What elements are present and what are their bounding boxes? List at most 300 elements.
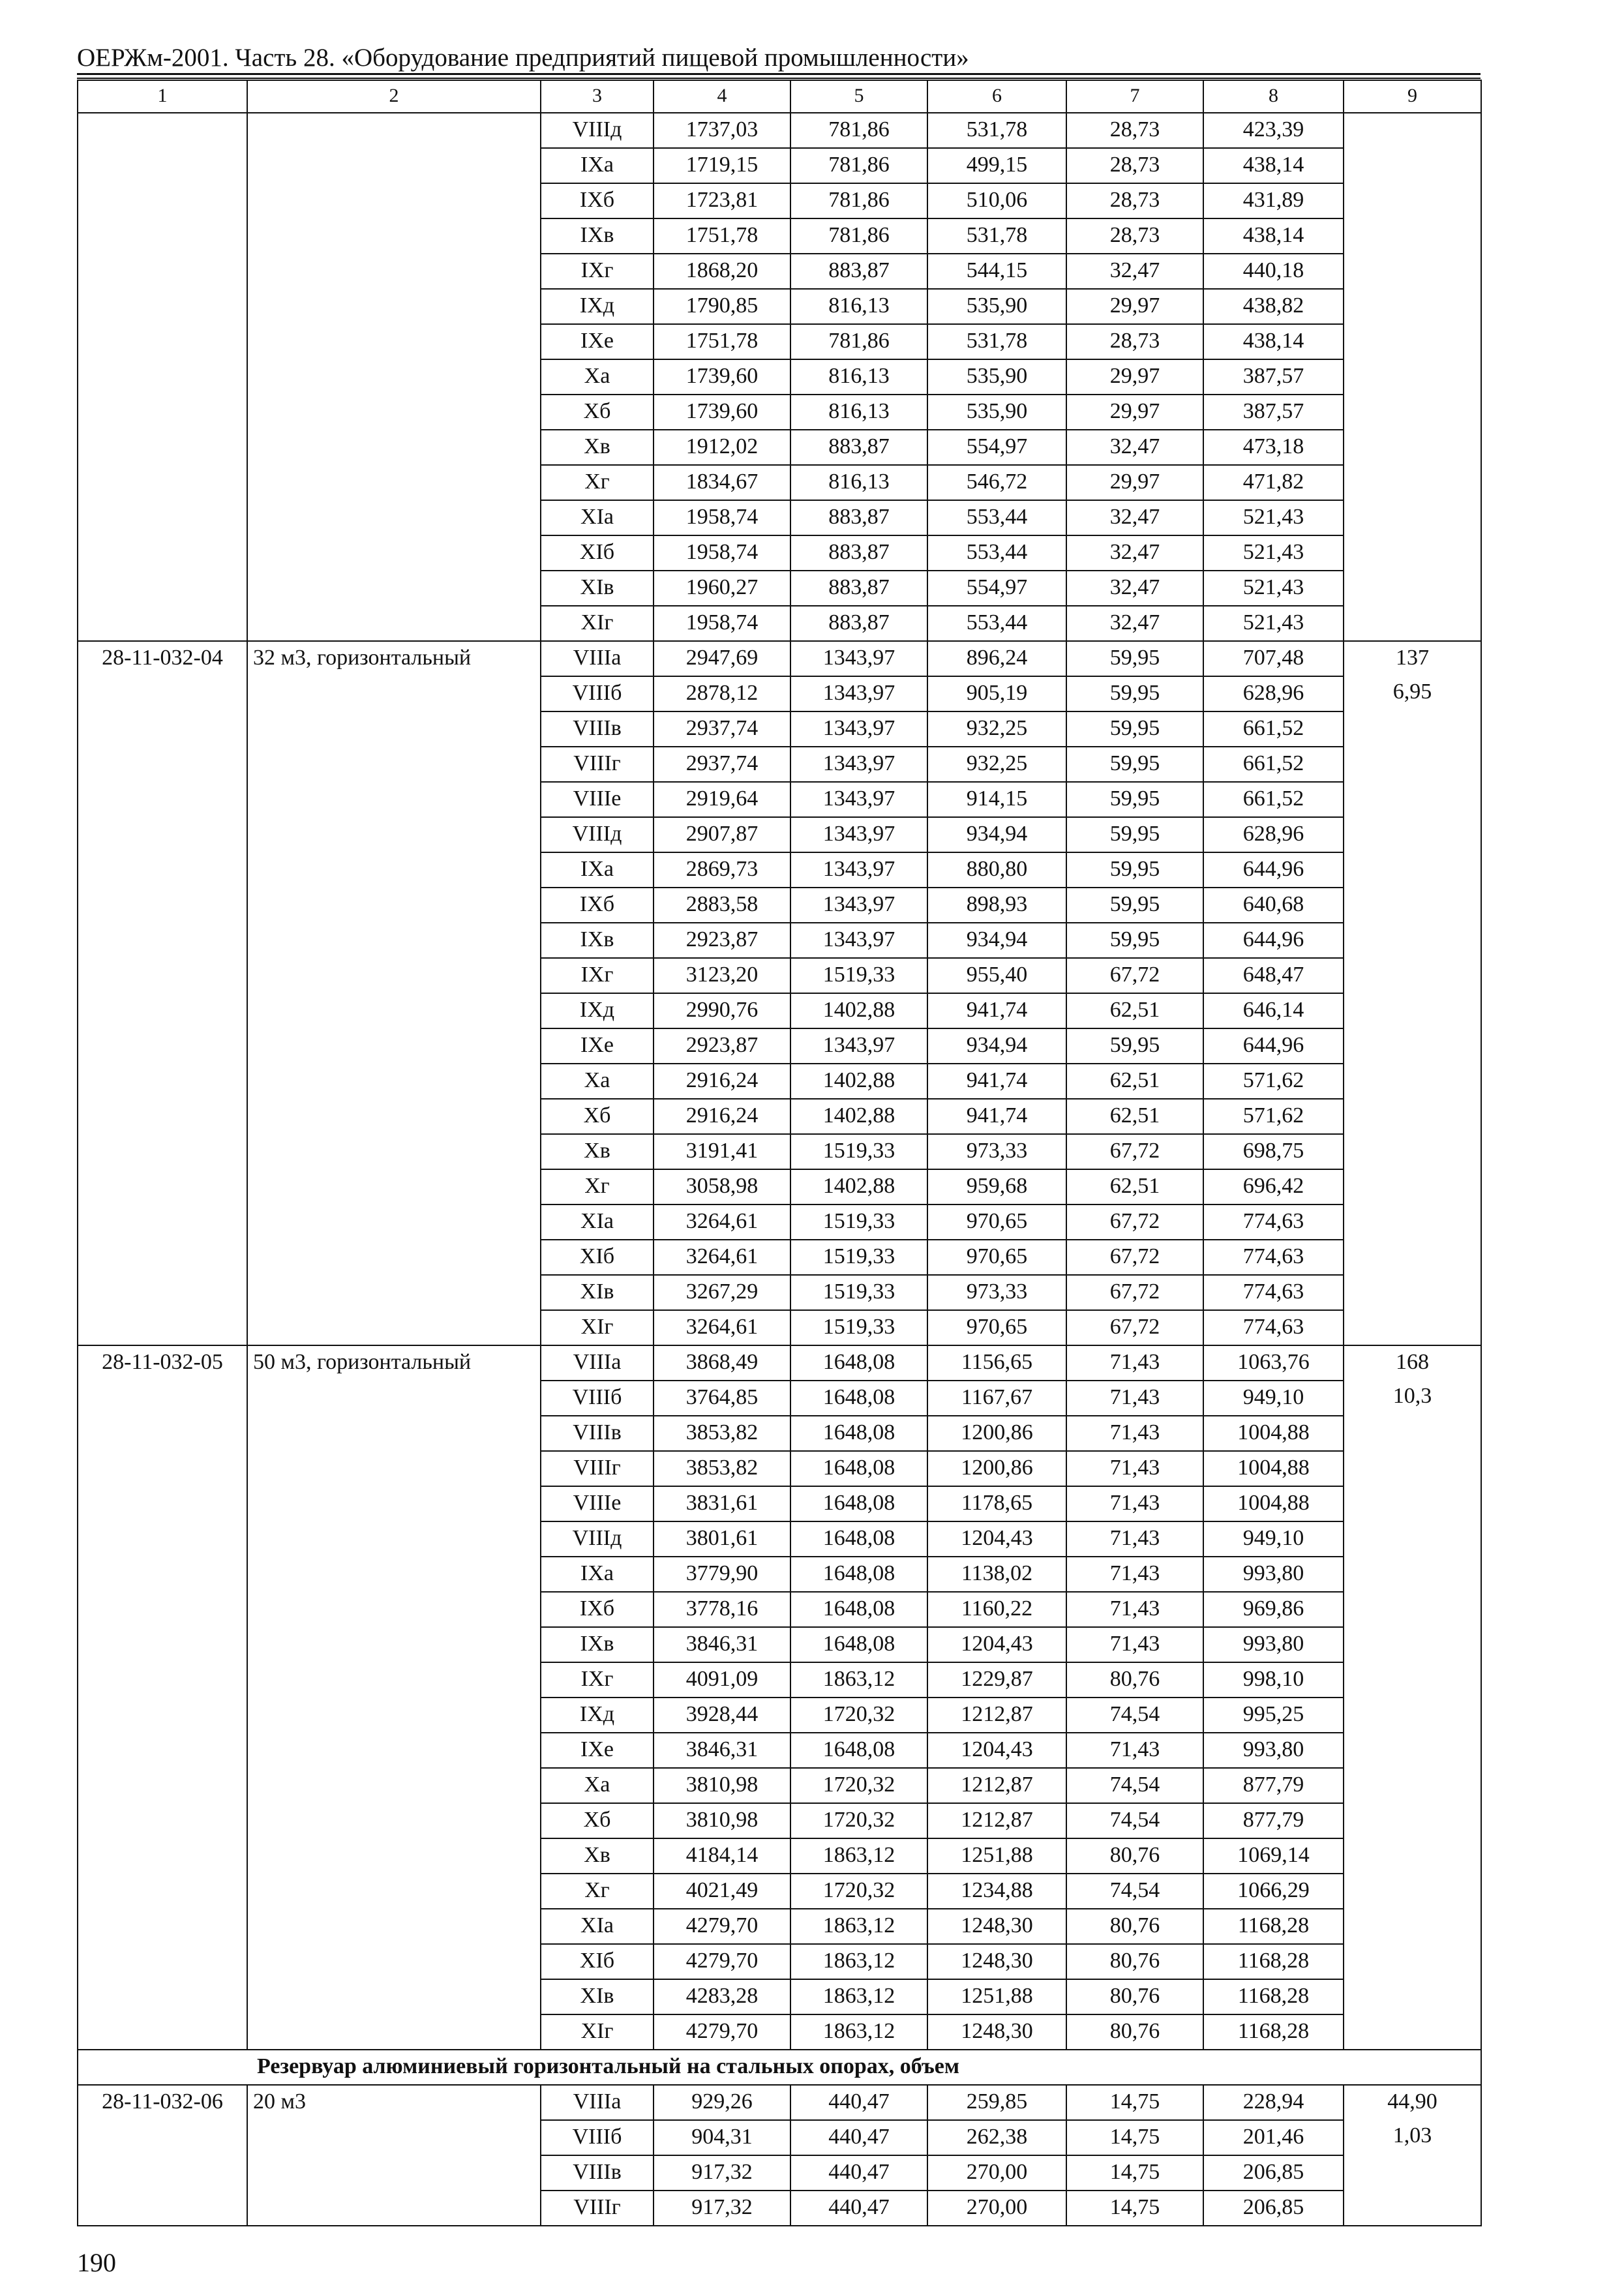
grade-cell: Xв [541,430,654,465]
labor-cost-cell: 883,87 [790,500,927,535]
machinist-wage-cell: 59,95 [1066,1028,1203,1064]
grade-cell: VIIIг [541,1451,654,1486]
column-number: 3 [541,80,654,113]
labor-cost-cell: 1519,33 [790,1310,927,1345]
total-cost-cell: 2947,69 [654,641,790,676]
machinist-wage-cell: 67,72 [1066,1240,1203,1275]
labor-cost-cell: 1720,32 [790,1803,927,1838]
machine-cost-cell: 959,68 [927,1169,1066,1204]
grade-cell: IXд [541,289,654,324]
labor-cost-cell: 1402,88 [790,993,927,1028]
machine-cost-cell: 553,44 [927,535,1066,571]
labor-cost-cell: 1648,08 [790,1486,927,1521]
equipment-name-cell: 50 м3, горизонтальный [247,1345,541,2050]
grade-cell: IXд [541,993,654,1028]
materials-cost-cell: 707,48 [1203,641,1344,676]
materials-cost-cell: 521,43 [1203,571,1344,606]
equipment-weight-cell [1344,1345,1481,2050]
grade-cell: VIIIв [541,2155,654,2191]
labor-cost-cell: 1863,12 [790,1662,927,1698]
grade-cell: IXе [541,324,654,359]
machine-cost-cell: 934,94 [927,1028,1066,1064]
grade-cell: IXе [541,1028,654,1064]
total-cost-cell: 3264,61 [654,1204,790,1240]
grade-cell: VIIIв [541,711,654,747]
machine-cost-cell: 1251,88 [927,1979,1066,2014]
materials-cost-cell: 877,79 [1203,1803,1344,1838]
machine-cost-cell: 499,15 [927,148,1066,183]
labor-cost-cell: 1519,33 [790,958,927,993]
table-row [78,641,1481,676]
materials-cost-cell: 1004,88 [1203,1416,1344,1451]
machine-cost-cell: 535,90 [927,289,1066,324]
total-cost-cell: 2990,76 [654,993,790,1028]
equipment-weight-cell [1344,2085,1481,2226]
total-cost-cell: 3853,82 [654,1416,790,1451]
machine-cost-cell: 970,65 [927,1240,1066,1275]
labor-cost-cell: 1648,08 [790,1521,927,1557]
labor-cost-cell: 1648,08 [790,1381,927,1416]
materials-cost-cell: 1004,88 [1203,1486,1344,1521]
machinist-wage-cell: 32,47 [1066,500,1203,535]
grade-cell: VIIIд [541,1521,654,1557]
machinist-wage-cell: 71,43 [1066,1557,1203,1592]
grade-cell: VIIIе [541,782,654,817]
total-cost-cell: 1751,78 [654,324,790,359]
total-cost-cell: 2919,64 [654,782,790,817]
materials-cost-cell: 696,42 [1203,1169,1344,1204]
materials-cost-cell: 438,14 [1203,148,1344,183]
total-cost-cell: 1958,74 [654,535,790,571]
machinist-wage-cell: 67,72 [1066,1134,1203,1169]
total-cost-cell: 3058,98 [654,1169,790,1204]
grade-cell: IXа [541,1557,654,1592]
materials-cost-cell: 877,79 [1203,1768,1344,1803]
machinist-wage-cell: 14,75 [1066,2085,1203,2120]
total-cost-cell: 1912,02 [654,430,790,465]
labor-cost-cell: 1863,12 [790,1979,927,2014]
materials-cost-cell: 1168,28 [1203,1909,1344,1944]
labor-cost-cell: 1863,12 [790,2014,927,2050]
labor-cost-cell: 1519,33 [790,1134,927,1169]
materials-cost-cell: 640,68 [1203,888,1344,923]
machinist-wage-cell: 59,95 [1066,711,1203,747]
column-number: 6 [927,80,1066,113]
machine-cost-cell: 1248,30 [927,1944,1066,1979]
labor-cost-cell: 1343,97 [790,711,927,747]
equipment-weight-value: 6,95 [1392,680,1432,704]
materials-cost-cell: 661,52 [1203,782,1344,817]
total-cost-cell: 3264,61 [654,1310,790,1345]
materials-cost-cell: 1066,29 [1203,1874,1344,1909]
labor-cost-cell: 883,87 [790,606,927,641]
grade-cell: VIIIд [541,817,654,852]
labor-cost-cell: 1343,97 [790,1028,927,1064]
labor-cost-cell: 1648,08 [790,1345,927,1381]
labor-cost-cell: 1648,08 [790,1733,927,1768]
total-cost-cell: 1751,78 [654,218,790,254]
materials-cost-cell: 1168,28 [1203,1979,1344,2014]
section-title-row [78,2050,1481,2085]
machinist-wage-cell: 59,95 [1066,852,1203,888]
total-cost-cell: 917,32 [654,2155,790,2191]
materials-cost-cell: 995,25 [1203,1698,1344,1733]
materials-cost-cell: 471,82 [1203,465,1344,500]
grade-cell: Xв [541,1134,654,1169]
materials-cost-cell: 1069,14 [1203,1838,1344,1874]
grade-cell: XIг [541,2014,654,2050]
total-cost-cell: 3810,98 [654,1768,790,1803]
grade-cell: IXв [541,1627,654,1662]
labor-cost-cell: 1720,32 [790,1698,927,1733]
labor-cost-cell: 883,87 [790,430,927,465]
machine-cost-cell: 1204,43 [927,1521,1066,1557]
grade-cell: XIб [541,1944,654,1979]
grade-cell: XIа [541,1909,654,1944]
labor-cost-cell: 781,86 [790,218,927,254]
machine-cost-cell: 1234,88 [927,1874,1066,1909]
machinist-wage-cell: 29,97 [1066,359,1203,395]
total-cost-cell: 3191,41 [654,1134,790,1169]
machinist-wage-cell: 80,76 [1066,1944,1203,1979]
materials-cost-cell: 438,14 [1203,324,1344,359]
grade-cell: IXг [541,254,654,289]
materials-cost-cell: 387,57 [1203,395,1344,430]
labor-cost-cell: 1343,97 [790,747,927,782]
materials-cost-cell: 473,18 [1203,430,1344,465]
materials-cost-cell: 969,86 [1203,1592,1344,1627]
labor-cost-cell: 1720,32 [790,1874,927,1909]
machine-cost-cell: 932,25 [927,711,1066,747]
machinist-wage-cell: 80,76 [1066,1838,1203,1874]
rates-table-body [78,80,1481,2226]
labor-cost-cell: 1343,97 [790,782,927,817]
labor-cost-cell: 1648,08 [790,1451,927,1486]
total-cost-cell: 1790,85 [654,289,790,324]
materials-cost-cell: 698,75 [1203,1134,1344,1169]
machine-cost-cell: 270,00 [927,2155,1066,2191]
grade-cell: VIIIд [541,113,654,148]
machine-cost-cell: 1167,67 [927,1381,1066,1416]
machine-cost-cell: 1248,30 [927,1909,1066,1944]
equipment-name-cell: 20 м3 [247,2085,541,2226]
materials-cost-cell: 1168,28 [1203,2014,1344,2050]
rate-code-cell: 28-11-032-04 [78,641,247,1345]
grade-cell: XIб [541,1240,654,1275]
machine-cost-cell: 955,40 [927,958,1066,993]
machinist-wage-cell: 59,95 [1066,888,1203,923]
machine-cost-cell: 914,15 [927,782,1066,817]
machinist-wage-cell: 28,73 [1066,324,1203,359]
materials-cost-cell: 571,62 [1203,1099,1344,1134]
labor-cost-cell: 1343,97 [790,641,927,676]
grade-cell: XIа [541,1204,654,1240]
machinist-wage-cell: 80,76 [1066,1979,1203,2014]
machinist-wage-cell: 59,95 [1066,923,1203,958]
total-cost-cell: 2907,87 [654,817,790,852]
machine-cost-cell: 880,80 [927,852,1066,888]
materials-cost-cell: 438,82 [1203,289,1344,324]
total-cost-cell: 1958,74 [654,500,790,535]
total-cost-cell: 3810,98 [654,1803,790,1838]
labor-cost-cell: 1343,97 [790,676,927,711]
machine-cost-cell: 1251,88 [927,1838,1066,1874]
grade-cell: XIв [541,571,654,606]
materials-cost-cell: 644,96 [1203,852,1344,888]
materials-cost-cell: 644,96 [1203,1028,1344,1064]
total-cost-cell: 3779,90 [654,1557,790,1592]
materials-cost-cell: 571,62 [1203,1064,1344,1099]
labor-cost-cell: 1343,97 [790,923,927,958]
machinist-wage-cell: 62,51 [1066,1099,1203,1134]
header-rule-thin [77,78,1481,79]
materials-cost-cell: 774,63 [1203,1275,1344,1310]
total-cost-cell: 4283,28 [654,1979,790,2014]
materials-cost-cell: 228,94 [1203,2085,1344,2120]
materials-cost-cell: 949,10 [1203,1381,1344,1416]
total-cost-cell: 4279,70 [654,1909,790,1944]
materials-cost-cell: 644,96 [1203,923,1344,958]
materials-cost-cell: 774,63 [1203,1310,1344,1345]
labor-cost-cell: 781,86 [790,113,927,148]
labor-cost-cell: 816,13 [790,359,927,395]
machine-cost-cell: 262,38 [927,2120,1066,2155]
machinist-wage-cell: 74,54 [1066,1698,1203,1733]
grade-cell: Xа [541,1064,654,1099]
materials-cost-cell: 993,80 [1203,1733,1344,1768]
equipment-weight-value: 10,3 [1392,1384,1432,1408]
grade-cell: IXв [541,923,654,958]
machine-cost-cell: 932,25 [927,747,1066,782]
total-cost-cell: 1719,15 [654,148,790,183]
table-row [78,2085,1481,2120]
labor-hours-value: 168 [1396,1350,1429,1374]
machine-cost-cell: 1248,30 [927,2014,1066,2050]
column-number: 5 [790,80,927,113]
materials-cost-cell: 628,96 [1203,817,1344,852]
total-cost-cell: 917,32 [654,2191,790,2226]
labor-cost-cell: 781,86 [790,324,927,359]
labor-cost-cell: 440,47 [790,2085,927,2120]
labor-cost-cell: 781,86 [790,183,927,218]
materials-cost-cell: 201,46 [1203,2120,1344,2155]
machinist-wage-cell: 59,95 [1066,817,1203,852]
grade-cell: XIа [541,500,654,535]
total-cost-cell: 4021,49 [654,1874,790,1909]
machine-cost-cell: 941,74 [927,993,1066,1028]
total-cost-cell: 2883,58 [654,888,790,923]
machine-cost-cell: 970,65 [927,1310,1066,1345]
grade-cell: IXд [541,1698,654,1733]
materials-cost-cell: 438,14 [1203,218,1344,254]
total-cost-cell: 2937,74 [654,747,790,782]
labor-cost-cell: 1648,08 [790,1557,927,1592]
equipment-weight-value: 1,03 [1392,2123,1432,2147]
machine-cost-cell: 1156,65 [927,1345,1066,1381]
machine-cost-cell: 934,94 [927,923,1066,958]
labor-cost-cell: 1519,33 [790,1204,927,1240]
machine-cost-cell: 535,90 [927,359,1066,395]
labor-hours-value: 44,90 [1387,2089,1437,2114]
labor-cost-cell: 1648,08 [790,1592,927,1627]
column-number: 2 [247,80,541,113]
machine-cost-cell: 1160,22 [927,1592,1066,1627]
grade-cell: Xв [541,1838,654,1874]
grade-cell: XIг [541,1310,654,1345]
total-cost-cell: 904,31 [654,2120,790,2155]
machine-cost-cell: 544,15 [927,254,1066,289]
labor-cost-cell: 1402,88 [790,1099,927,1134]
machinist-wage-cell: 32,47 [1066,571,1203,606]
column-number: 1 [78,80,247,113]
machinist-wage-cell: 67,72 [1066,1275,1203,1310]
materials-cost-cell: 661,52 [1203,747,1344,782]
machinist-wage-cell: 71,43 [1066,1486,1203,1521]
total-cost-cell: 1723,81 [654,183,790,218]
grade-cell: XIв [541,1979,654,2014]
equipment-name-cell: 32 м3, горизонтальный [247,641,541,1345]
labor-cost-cell: 1648,08 [790,1416,927,1451]
materials-cost-cell: 440,18 [1203,254,1344,289]
grade-cell: IXб [541,183,654,218]
total-cost-cell: 4091,09 [654,1662,790,1698]
machine-cost-cell: 531,78 [927,324,1066,359]
page-header-title: ОЕРЖм-2001. Часть 28. «Оборудование предприятий пищевой промышленности» [77,44,969,72]
machine-cost-cell: 934,94 [927,817,1066,852]
grade-cell: XIг [541,606,654,641]
grade-cell: Xг [541,1169,654,1204]
column-number: 4 [654,80,790,113]
materials-cost-cell: 628,96 [1203,676,1344,711]
labor-cost-cell: 440,47 [790,2155,927,2191]
total-cost-cell: 3801,61 [654,1521,790,1557]
machine-cost-cell: 1204,43 [927,1733,1066,1768]
materials-cost-cell: 521,43 [1203,535,1344,571]
materials-cost-cell: 774,63 [1203,1204,1344,1240]
labor-hours-value: 137 [1396,646,1429,670]
machinist-wage-cell: 71,43 [1066,1345,1203,1381]
materials-cost-cell: 1063,76 [1203,1345,1344,1381]
machine-cost-cell: 1200,86 [927,1416,1066,1451]
grade-cell: IXг [541,958,654,993]
total-cost-cell: 1739,60 [654,359,790,395]
total-cost-cell: 3846,31 [654,1627,790,1662]
grade-cell: VIIIб [541,1381,654,1416]
machine-cost-cell: 970,65 [927,1204,1066,1240]
grade-cell: VIIIа [541,641,654,676]
machine-cost-cell: 554,97 [927,430,1066,465]
machinist-wage-cell: 62,51 [1066,993,1203,1028]
machinist-wage-cell: 29,97 [1066,395,1203,430]
machinist-wage-cell: 29,97 [1066,465,1203,500]
header-rule [77,73,1481,75]
total-cost-cell: 1958,74 [654,606,790,641]
total-cost-cell: 1739,60 [654,395,790,430]
machine-cost-cell: 1204,43 [927,1627,1066,1662]
total-cost-cell: 1737,03 [654,113,790,148]
labor-cost-cell: 1402,88 [790,1169,927,1204]
materials-cost-cell: 993,80 [1203,1627,1344,1662]
total-cost-cell: 3123,20 [654,958,790,993]
grade-cell: Xг [541,465,654,500]
machinist-wage-cell: 71,43 [1066,1451,1203,1486]
machine-cost-cell: 553,44 [927,500,1066,535]
table-row [78,113,1481,148]
machine-cost-cell: 1200,86 [927,1451,1066,1486]
grade-cell: Xа [541,1768,654,1803]
machine-cost-cell: 1212,87 [927,1768,1066,1803]
materials-cost-cell: 993,80 [1203,1557,1344,1592]
grade-cell: IXа [541,148,654,183]
machine-cost-cell: 554,97 [927,571,1066,606]
labor-cost-cell: 816,13 [790,395,927,430]
machine-cost-cell: 941,74 [927,1064,1066,1099]
machinist-wage-cell: 71,43 [1066,1521,1203,1557]
machine-cost-cell: 973,33 [927,1275,1066,1310]
grade-cell: VIIIв [541,1416,654,1451]
grade-cell: Xб [541,1099,654,1134]
column-number: 8 [1203,80,1344,113]
machinist-wage-cell: 80,76 [1066,1909,1203,1944]
machinist-wage-cell: 28,73 [1066,218,1203,254]
page-number: 190 [77,2248,116,2277]
grade-cell: IXг [541,1662,654,1698]
grade-cell: VIIIг [541,747,654,782]
machinist-wage-cell: 59,95 [1066,747,1203,782]
machinist-wage-cell: 67,72 [1066,1204,1203,1240]
grade-cell: IXб [541,888,654,923]
machinist-wage-cell: 14,75 [1066,2191,1203,2226]
labor-cost-cell: 1720,32 [790,1768,927,1803]
labor-cost-cell: 883,87 [790,254,927,289]
grade-cell: Xб [541,395,654,430]
machine-cost-cell: 1212,87 [927,1803,1066,1838]
machine-cost-cell: 1178,65 [927,1486,1066,1521]
machine-cost-cell: 898,93 [927,888,1066,923]
machinist-wage-cell: 32,47 [1066,430,1203,465]
machine-cost-cell: 1229,87 [927,1662,1066,1698]
grade-cell: VIIIг [541,2191,654,2226]
grade-cell: IXв [541,218,654,254]
column-number-row [78,80,1481,113]
machinist-wage-cell: 32,47 [1066,254,1203,289]
materials-cost-cell: 648,47 [1203,958,1344,993]
total-cost-cell: 3764,85 [654,1381,790,1416]
machine-cost-cell: 546,72 [927,465,1066,500]
total-cost-cell: 3264,61 [654,1240,790,1275]
machinist-wage-cell: 59,95 [1066,782,1203,817]
materials-cost-cell: 206,85 [1203,2191,1344,2226]
total-cost-cell: 4279,70 [654,1944,790,1979]
machinist-wage-cell: 71,43 [1066,1627,1203,1662]
rates-table [77,80,1482,2226]
total-cost-cell: 3868,49 [654,1345,790,1381]
grade-cell: XIв [541,1275,654,1310]
machinist-wage-cell: 67,72 [1066,1310,1203,1345]
machinist-wage-cell: 14,75 [1066,2120,1203,2155]
total-cost-cell: 4184,14 [654,1838,790,1874]
labor-cost-cell: 1343,97 [790,817,927,852]
labor-cost-cell: 1402,88 [790,1064,927,1099]
machinist-wage-cell: 59,95 [1066,641,1203,676]
column-number: 9 [1344,80,1481,113]
labor-cost-cell: 883,87 [790,535,927,571]
materials-cost-cell: 521,43 [1203,606,1344,641]
machine-cost-cell: 553,44 [927,606,1066,641]
machine-cost-cell: 905,19 [927,676,1066,711]
materials-cost-cell: 431,89 [1203,183,1344,218]
machinist-wage-cell: 62,51 [1066,1064,1203,1099]
